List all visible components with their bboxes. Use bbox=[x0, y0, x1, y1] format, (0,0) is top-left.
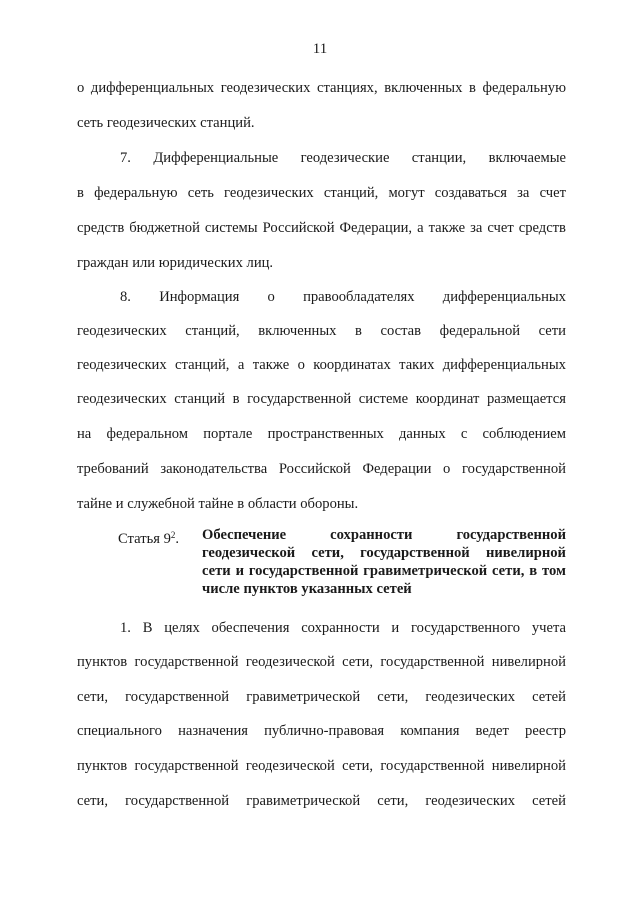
word: за bbox=[470, 220, 483, 236]
word: в bbox=[355, 323, 362, 339]
word: станций, bbox=[185, 323, 240, 339]
word: сети, bbox=[311, 545, 344, 561]
word: средств bbox=[518, 220, 566, 236]
word: сети, bbox=[377, 793, 409, 809]
word: Федерации bbox=[362, 461, 432, 477]
word: пространственных bbox=[267, 426, 384, 442]
word: о bbox=[267, 289, 275, 305]
item-8-line bbox=[77, 459, 566, 479]
word: о bbox=[297, 357, 305, 373]
word: геодезических bbox=[425, 793, 516, 809]
word: станций. bbox=[200, 115, 255, 131]
word: пунктов bbox=[77, 654, 128, 670]
word: счет bbox=[487, 220, 514, 236]
word: федеральную bbox=[94, 185, 178, 201]
word: назначения bbox=[178, 723, 248, 739]
word: государственной bbox=[134, 654, 239, 670]
item-7-line bbox=[120, 148, 566, 168]
item-8-line bbox=[77, 424, 566, 444]
word: государственной bbox=[247, 391, 352, 407]
word: станций, bbox=[175, 357, 230, 373]
item-8-line bbox=[77, 389, 566, 409]
word: с bbox=[460, 426, 468, 442]
item-1-line bbox=[77, 721, 566, 741]
word: гравиметрической bbox=[246, 793, 361, 809]
word: ведет bbox=[475, 723, 509, 739]
word: сетей bbox=[532, 689, 566, 705]
word: геодезических bbox=[220, 80, 311, 96]
article-heading-line bbox=[202, 580, 566, 598]
word: о bbox=[77, 80, 85, 96]
word: нивелирной bbox=[491, 758, 566, 774]
item-8-line bbox=[120, 287, 566, 307]
word: включенных bbox=[258, 323, 337, 339]
word: обороны. bbox=[300, 496, 359, 512]
word: соблюдением bbox=[482, 426, 566, 442]
word: геодезической bbox=[245, 654, 335, 670]
item-8-line bbox=[77, 494, 566, 514]
word: реестр bbox=[525, 723, 566, 739]
word: сети, bbox=[342, 758, 374, 774]
word: сохранности bbox=[301, 620, 380, 636]
word: 7. bbox=[120, 150, 131, 166]
word: и bbox=[235, 563, 244, 579]
word: граждан bbox=[77, 255, 133, 271]
word: таких bbox=[399, 357, 435, 373]
item-1-line bbox=[77, 791, 566, 811]
word: государственного bbox=[410, 620, 521, 636]
word: лиц. bbox=[246, 255, 274, 271]
word: геодезических bbox=[77, 323, 167, 339]
word: Российской bbox=[262, 220, 335, 236]
word: 1. bbox=[120, 620, 131, 636]
item-1-line bbox=[77, 687, 566, 707]
word: Федерации, bbox=[339, 220, 413, 236]
word: включенных bbox=[384, 80, 463, 96]
word: нивелирной bbox=[491, 654, 566, 670]
word: тайне bbox=[198, 496, 238, 512]
word: сети, bbox=[342, 654, 374, 670]
word: компания bbox=[400, 723, 460, 739]
article-heading-line bbox=[202, 526, 566, 544]
word: сети, bbox=[77, 793, 108, 809]
word: о bbox=[443, 461, 451, 477]
word: в bbox=[77, 185, 84, 201]
word: системе bbox=[358, 391, 409, 407]
word: также bbox=[428, 220, 466, 236]
word: публично-правовая bbox=[264, 723, 385, 739]
word: в bbox=[468, 80, 476, 96]
word: сети bbox=[202, 563, 231, 579]
word: числе bbox=[202, 581, 244, 597]
word: за bbox=[517, 185, 530, 201]
word: геодезических bbox=[77, 357, 167, 373]
word: федеральную bbox=[482, 80, 566, 96]
article-heading-line bbox=[202, 562, 566, 580]
word: счет bbox=[539, 185, 566, 201]
word: создаваться bbox=[434, 185, 507, 201]
word: государственной bbox=[461, 461, 566, 477]
item-8-line bbox=[77, 321, 566, 341]
word: специального bbox=[77, 723, 162, 739]
word: федеральном bbox=[106, 426, 189, 442]
article-label-superscript: 2 bbox=[170, 530, 176, 540]
word: и bbox=[391, 620, 400, 636]
word: сети, bbox=[77, 689, 108, 705]
paragraph-line bbox=[77, 78, 566, 98]
word: или bbox=[132, 255, 159, 271]
word: сеть bbox=[187, 185, 214, 201]
word: геодезических bbox=[425, 689, 516, 705]
word: государственной bbox=[456, 527, 566, 543]
word: состав bbox=[380, 323, 422, 339]
word: также bbox=[252, 357, 290, 373]
word: целях bbox=[164, 620, 200, 636]
word: координатах bbox=[313, 357, 391, 373]
word: требований bbox=[77, 461, 149, 477]
word: на bbox=[77, 426, 92, 442]
word: государственной bbox=[380, 758, 485, 774]
word: законодательства bbox=[160, 461, 268, 477]
article-label bbox=[118, 526, 179, 548]
word: государственной bbox=[360, 545, 470, 561]
word: обеспечения bbox=[211, 620, 290, 636]
word: Дифференциальные bbox=[153, 150, 279, 166]
word: государственной bbox=[125, 689, 230, 705]
item-1-line bbox=[120, 618, 566, 638]
word: нивелирной bbox=[485, 545, 566, 561]
item-8-line bbox=[77, 355, 566, 375]
word: включаемые bbox=[488, 150, 566, 166]
word: геодезические bbox=[300, 150, 390, 166]
word: гравиметрической bbox=[363, 563, 488, 579]
word: могут bbox=[388, 185, 425, 201]
word: станций, bbox=[323, 185, 379, 201]
word: области bbox=[247, 496, 301, 512]
word: дифференциальных bbox=[90, 80, 215, 96]
word: станциях, bbox=[317, 80, 378, 96]
word: правообладателях bbox=[303, 289, 415, 305]
word: и bbox=[115, 496, 128, 512]
page-number: 11 bbox=[312, 41, 328, 57]
word: государственной bbox=[125, 793, 230, 809]
paragraph-line bbox=[77, 113, 566, 133]
word: геодезических bbox=[106, 115, 201, 131]
word: Обеспечение bbox=[202, 527, 287, 543]
word: В bbox=[142, 620, 153, 636]
word: станций bbox=[174, 391, 226, 407]
word: пунктов bbox=[243, 581, 302, 597]
word: федеральной bbox=[439, 323, 521, 339]
word: учета bbox=[531, 620, 566, 636]
word: сети, bbox=[377, 689, 409, 705]
word: 8. bbox=[120, 289, 131, 305]
word: тайне bbox=[77, 496, 116, 512]
word: сетей bbox=[376, 581, 412, 597]
item-7-line bbox=[77, 253, 566, 273]
word: государственной bbox=[380, 654, 485, 670]
word: указанных bbox=[301, 581, 377, 597]
word: сетей bbox=[532, 793, 566, 809]
item-7-line bbox=[77, 218, 566, 238]
word: юридических bbox=[158, 255, 247, 271]
word: служебной bbox=[127, 496, 199, 512]
word: Информация bbox=[159, 289, 240, 305]
word: сеть bbox=[77, 115, 107, 131]
item-7-line bbox=[77, 183, 566, 203]
word: геодезической bbox=[202, 545, 296, 561]
word: средств bbox=[77, 220, 125, 236]
word: в bbox=[232, 391, 240, 407]
word: дифференциальных bbox=[442, 357, 566, 373]
word: геодезической bbox=[245, 758, 335, 774]
word: размещается bbox=[486, 391, 566, 407]
word: станции, bbox=[411, 150, 467, 166]
word: государственной bbox=[134, 758, 239, 774]
word: сети, bbox=[492, 563, 525, 579]
word: портале bbox=[203, 426, 253, 442]
article-label-suffix: . bbox=[175, 531, 180, 547]
word: сохранности bbox=[330, 527, 413, 543]
item-1-line bbox=[77, 756, 566, 776]
article-label-text: Статья 9 bbox=[118, 531, 171, 547]
word: бюджетной bbox=[129, 220, 200, 236]
word: геодезических bbox=[224, 185, 314, 201]
word: геодезических bbox=[77, 391, 167, 407]
word: том bbox=[542, 563, 566, 579]
item-1-line bbox=[77, 652, 566, 672]
word: а bbox=[237, 357, 245, 373]
word: сети bbox=[538, 323, 566, 339]
word: государственной bbox=[248, 563, 359, 579]
word: гравиметрической bbox=[246, 689, 361, 705]
word: данных bbox=[399, 426, 446, 442]
word: дифференциальных bbox=[442, 289, 566, 305]
word: координат bbox=[415, 391, 480, 407]
article-heading-line bbox=[202, 544, 566, 562]
word: а bbox=[417, 220, 424, 236]
word: в bbox=[237, 496, 248, 512]
word: пунктов bbox=[77, 758, 128, 774]
word: Российской bbox=[278, 461, 351, 477]
word: системы bbox=[204, 220, 258, 236]
word: в bbox=[529, 563, 538, 579]
